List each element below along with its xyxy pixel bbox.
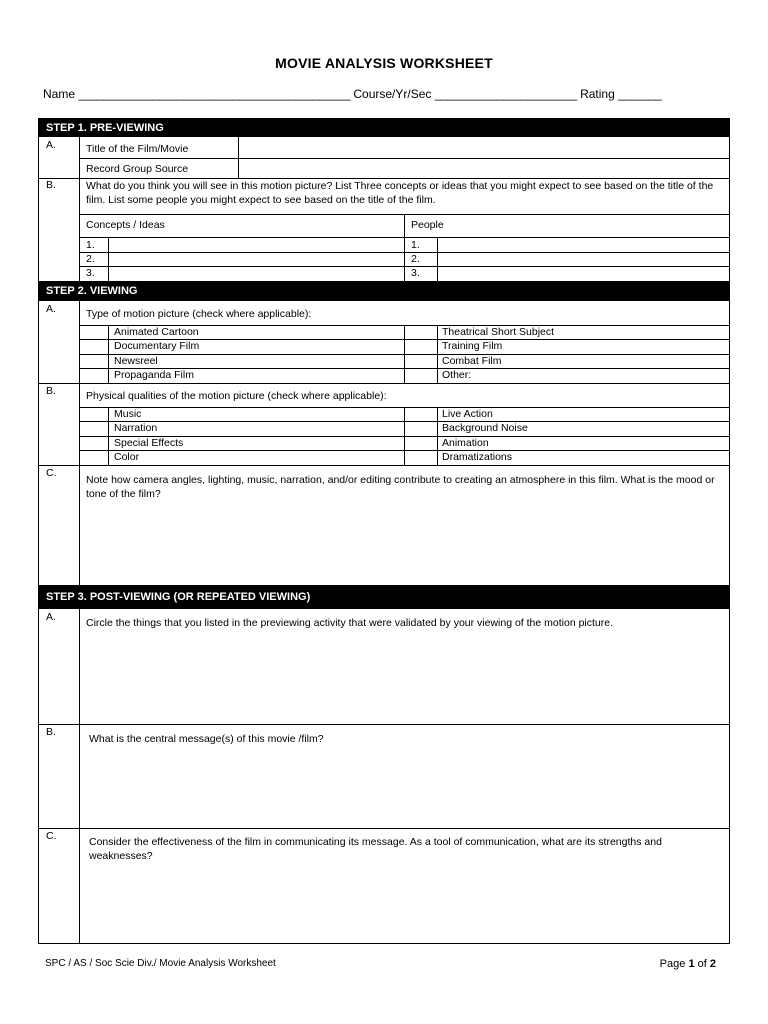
- worksheet-table: [38, 118, 730, 944]
- quality-dramatizations: Dramatizations: [442, 451, 513, 463]
- step3-b-letter: B.: [46, 726, 56, 738]
- type-documentary: Documentary Film: [114, 340, 200, 352]
- checkbox-live-action[interactable]: [405, 408, 437, 421]
- quality-narration: Narration: [114, 422, 158, 434]
- concept-num-1: 1.: [86, 239, 95, 251]
- row-line: [39, 724, 729, 725]
- step1-b-instructions: What do you think you will see in this motion picture? List Three concepts or ideas that you might expect to see based on the title of the film. List some people you might expect to see based on the title of the film.: [86, 180, 714, 206]
- step2-a-letter: A.: [46, 303, 56, 315]
- page-prefix: Page: [659, 958, 686, 970]
- step2-c-letter: C.: [46, 467, 57, 479]
- quality-background-noise: Background Noise: [442, 422, 528, 434]
- course-field[interactable]: _______________________: [434, 87, 577, 101]
- step2-b-letter: B.: [46, 385, 56, 397]
- quality-live-action: Live Action: [442, 408, 493, 420]
- atmosphere-answer-area[interactable]: [80, 503, 728, 583]
- name-field[interactable]: ____________________________________________: [78, 87, 351, 101]
- rating-field[interactable]: _______: [618, 87, 662, 101]
- type-other: Other:: [442, 369, 472, 381]
- type-newsreel: Newsreel: [114, 355, 158, 367]
- checkbox-newsreel[interactable]: [80, 355, 108, 368]
- concept-num-2: 2.: [86, 253, 95, 265]
- validated-answer-area[interactable]: [80, 634, 728, 722]
- row-line: [39, 383, 729, 384]
- effectiveness-prompt: Consider the effectiveness of the film in communicating its message. As a tool of communication, what are its strengths and weaknesses?: [89, 836, 662, 862]
- concepts-header: Concepts / Ideas: [86, 219, 165, 231]
- effectiveness-answer-area[interactable]: [80, 869, 728, 941]
- quality-music: Music: [114, 408, 142, 420]
- step1-heading: STEP 1. PRE-VIEWING: [39, 119, 729, 137]
- step3-a-letter: A.: [46, 611, 56, 623]
- central-message-prompt: What is the central message(s) of this movie /film?: [89, 733, 324, 745]
- page-indicator: [660, 958, 716, 970]
- course-label: Course/Yr/Sec: [353, 87, 432, 101]
- validated-prompt: Circle the things that you listed in the previewing activity that were validated by your viewing of the motion picture.: [86, 617, 614, 629]
- film-title-input[interactable]: [239, 138, 728, 158]
- concept-input-2[interactable]: [109, 253, 403, 266]
- checkbox-color[interactable]: [80, 451, 108, 464]
- concept-input-3[interactable]: [109, 267, 403, 280]
- checkbox-combat-film[interactable]: [405, 355, 437, 368]
- footer-source: SPC / AS / Soc Scie Div./ Movie Analysis Worksheet: [45, 958, 276, 969]
- student-info-line: [43, 87, 723, 101]
- step3-heading: STEP 3. POST-VIEWING (OR REPEATED VIEWING): [39, 585, 729, 609]
- concept-num-3: 3.: [86, 267, 95, 279]
- step1-b-letter: B.: [46, 179, 56, 191]
- record-group-input[interactable]: [239, 159, 728, 178]
- row-line: [79, 421, 729, 422]
- step2-heading: STEP 2. VIEWING: [39, 281, 729, 301]
- atmosphere-prompt: Note how camera angles, lighting, music, narration, and/or editing contribute to creating an atmosphere in this film. What is the mood or tone of the film?: [86, 474, 715, 500]
- type-animated-cartoon: Animated Cartoon: [114, 326, 199, 338]
- checkbox-other[interactable]: [405, 369, 437, 382]
- checkbox-theatrical-short[interactable]: [405, 326, 437, 339]
- people-num-2: 2.: [411, 253, 420, 265]
- people-num-1: 1.: [411, 239, 420, 251]
- checkbox-narration[interactable]: [80, 422, 108, 435]
- checkbox-animation[interactable]: [405, 437, 437, 450]
- record-group-label: Record Group Source: [86, 163, 189, 175]
- page-number: 1: [688, 958, 695, 970]
- qualities-prompt: Physical qualities of the motion picture (check where applicable):: [86, 390, 387, 402]
- column-divider: [404, 214, 405, 281]
- quality-special-effects: Special Effects: [114, 437, 184, 449]
- people-header: People: [411, 219, 444, 231]
- central-message-answer-area[interactable]: [80, 751, 728, 826]
- name-label: Name: [43, 87, 76, 101]
- row-line: [39, 828, 729, 829]
- checkbox-background-noise[interactable]: [405, 422, 437, 435]
- page-total: 2: [709, 958, 716, 970]
- checkbox-documentary[interactable]: [80, 340, 108, 353]
- concept-input-1[interactable]: [109, 238, 403, 251]
- people-input-1[interactable]: [438, 238, 728, 251]
- film-title-label: Title of the Film/Movie: [86, 143, 189, 155]
- type-training-film: Training Film: [442, 340, 503, 352]
- checkbox-animated-cartoon[interactable]: [80, 326, 108, 339]
- step1-a-letter: A.: [46, 139, 56, 151]
- type-combat-film: Combat Film: [442, 355, 502, 367]
- worksheet-title: MOVIE ANALYSIS WORKSHEET: [275, 55, 493, 71]
- checkbox-music[interactable]: [80, 408, 108, 421]
- row-line: [39, 465, 729, 466]
- row-line: [79, 354, 729, 355]
- quality-color: Color: [114, 451, 140, 463]
- rating-label: Rating: [580, 87, 615, 101]
- type-theatrical-short: Theatrical Short Subject: [442, 326, 555, 338]
- type-propaganda: Propaganda Film: [114, 369, 194, 381]
- checkbox-propaganda[interactable]: [80, 369, 108, 382]
- people-input-2[interactable]: [438, 253, 728, 266]
- row-line: [79, 450, 729, 451]
- type-prompt: Type of motion picture (check where applicable):: [86, 308, 312, 320]
- people-input-3[interactable]: [438, 267, 728, 280]
- checkbox-special-effects[interactable]: [80, 437, 108, 450]
- page-of: of: [697, 958, 707, 970]
- checkbox-training-film[interactable]: [405, 340, 437, 353]
- checkbox-dramatizations[interactable]: [405, 451, 437, 464]
- quality-animation: Animation: [442, 437, 489, 449]
- people-num-3: 3.: [411, 267, 420, 279]
- step3-c-letter: C.: [46, 830, 57, 842]
